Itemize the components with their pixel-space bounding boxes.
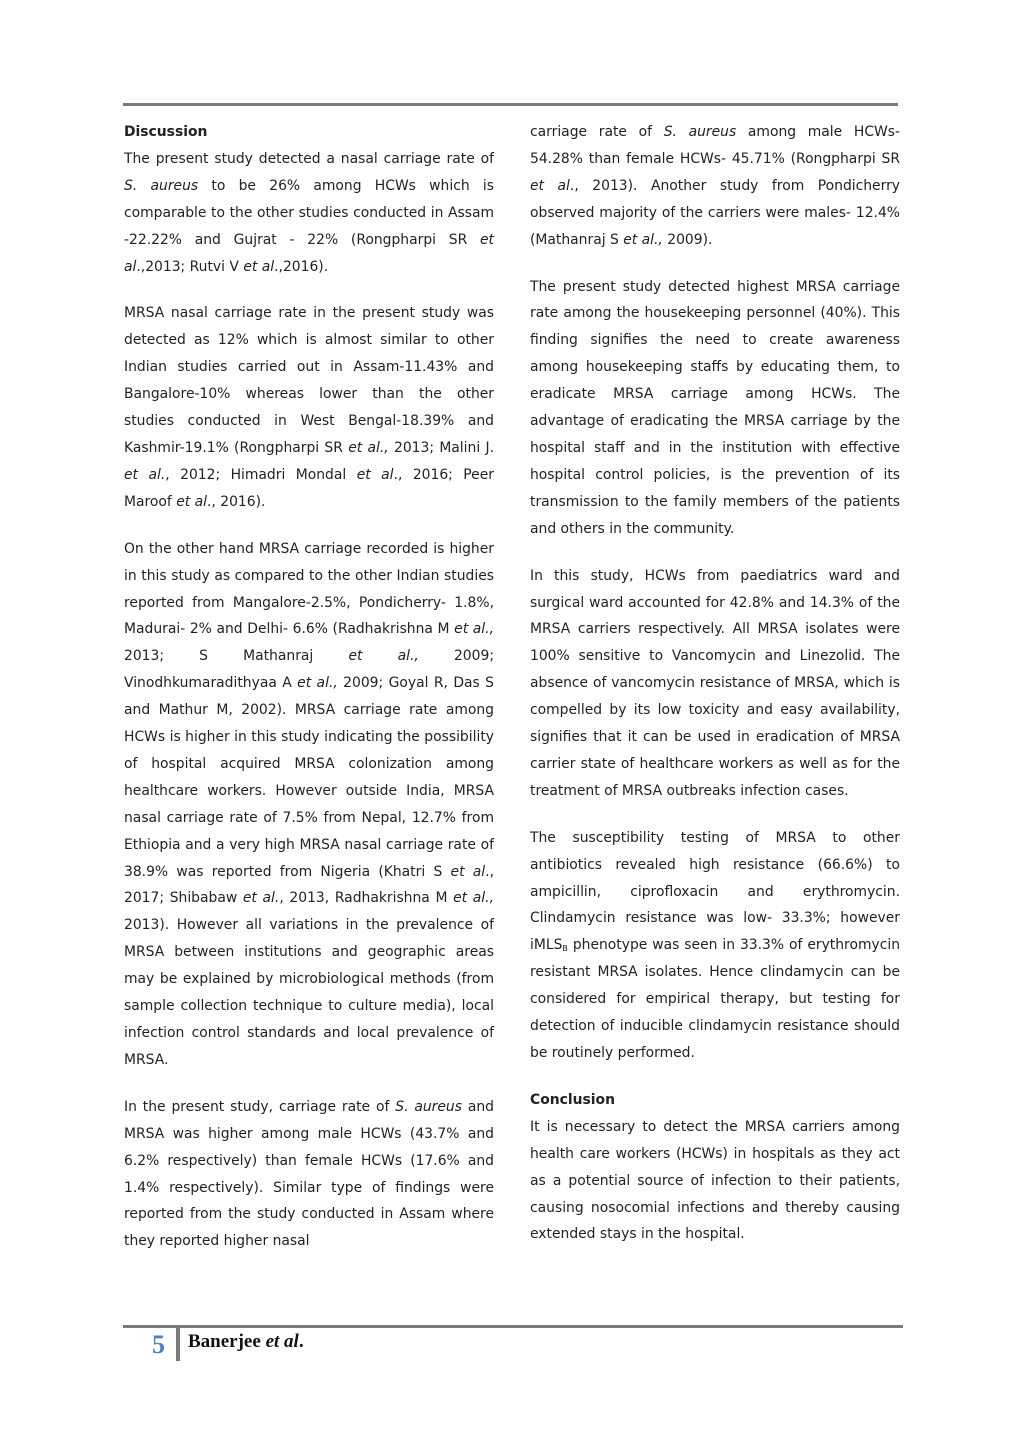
header-rule — [123, 103, 898, 106]
section-heading-discussion: Discussion — [124, 124, 208, 140]
footer-author: Banerjee et al. — [188, 1331, 304, 1352]
page-number: 5 — [152, 1330, 165, 1359]
paragraph: The present study detected a nasal carriage rate of S. aureus to be 26% among HCWs which is comparable to the other studies conducted in Assam -22.22% and Gujrat - 22% (Rongpharpi SR et al.,2013; Rutvi V et al.,2016). — [124, 150, 495, 275]
paragraph: The susceptibility testing of MRSA to other antibiotics revealed high resistance (66.6%) to ampicillin, ciprofloxacin and erythromycin. Clindamycin resistance was low- 33.3%; however iMLS$_B$ phenotype was seen in 33.3% of erythromycin resistant MRSA isolates. Hence clindamycin can be considered for empirical therapy, but testing for detection of inducible clindamycin resistance should be routinely performed. — [530, 829, 900, 1061]
paragraph: MRSA nasal carriage rate in the present study was detected as 12% which is almost similar to other Indian studies carried out in Assam-11.43% and Bangalore-10% whereas lower than the other studies conducted in West Bengal-18.39% and Kashmir-19.1% (Rongpharpi SR et al., 2013; Malini J. et al., 2012; Himadri Mondal et al., 2016; Peer Maroof et al., 2016). — [124, 305, 494, 510]
footer-divider — [176, 1327, 180, 1361]
section-heading-conclusion: Conclusion — [530, 1091, 615, 1108]
paragraph: The present study detected highest MRSA carriage rate among the housekeeping personnel (40%). This finding signifies the need to create awareness among housekeeping staffs by educating them, to eradicate MRSA carriage among HCWs. The advantage of eradicating the MRSA carriage by the hospital staff and in the institution with effective hospital control policies, is the prevention of its transmission to the family members of the patients and others in the community. — [530, 278, 900, 537]
paragraph: carriage rate of S. aureus among male HCWs- 54.28% than female HCWs- 45.71% (Rongpharpi SR et al., 2013). Another study from Pondicherry observed majority of the carriers were males- 12.4% (Mathanraj S et al., 2009). — [530, 124, 901, 248]
footer-rule — [123, 1325, 903, 1328]
paragraph: In the present study, carriage rate of S. aureus and MRSA was higher among male HCWs (43.7% and 6.2% respectively) than female HCWs (17.6% and 1.4% respectively). Similar type of findings were reported from the study conducted in Assam where they reported higher nasal — [124, 1098, 494, 1250]
paragraph: On the other hand MRSA carriage recorded is higher in this study as compared to the other Indian studies reported from Mangalore-2.5%, Pondicherry- 1.8%, Madurai- 2% and Delhi- 6.6% (Radhakrishna M et al., 2013; S Mathanraj et al., 2009; Vinodhkumaradithyaa A et al., 2009; Goyal R, Das S and Mathur M, 2002). MRSA carriage rate among HCWs is higher in this study indicating the possibility of hospital acquired MRSA colonization among healthcare workers. However outside India, MRSA nasal carriage rate of 7.5% from Nepal, 12.7% from Ethiopia and a very high MRSA nasal carriage rate of 38.9% was reported from Nigeria (Khatri S et al., 2017; Shibabaw et al., 2013, Radhakrishna M et al., 2013). However all variations in the prevalence of MRSA between institutions and geographic areas may be explained by microbiological methods (from sample collection technique to culture media), local infection control standards and local prevalence of MRSA. — [124, 540, 494, 1068]
left-column — [124, 119, 494, 1255]
right-column — [530, 119, 900, 1248]
paragraph: In this study, HCWs from paediatrics ward and surgical ward accounted for 42.8% and 14.3% of the MRSA carriers respectively. All MRSA isolates were 100% sensitive to Vancomycin and Linezolid. The absence of vancomycin resistance of MRSA, which is compelled by its low toxicity and easy availability, signifies that it can be used in eradication of MRSA carrier state of healthcare workers as well as for the treatment of MRSA outbreaks infection cases. — [530, 567, 900, 799]
paragraph: It is necessary to detect the MRSA carriers among health care workers (HCWs) in hospitals as they act as a potential source of infection to their patients, causing nosocomial infections and thereby causing extended stays in the hospital. — [530, 1118, 900, 1243]
